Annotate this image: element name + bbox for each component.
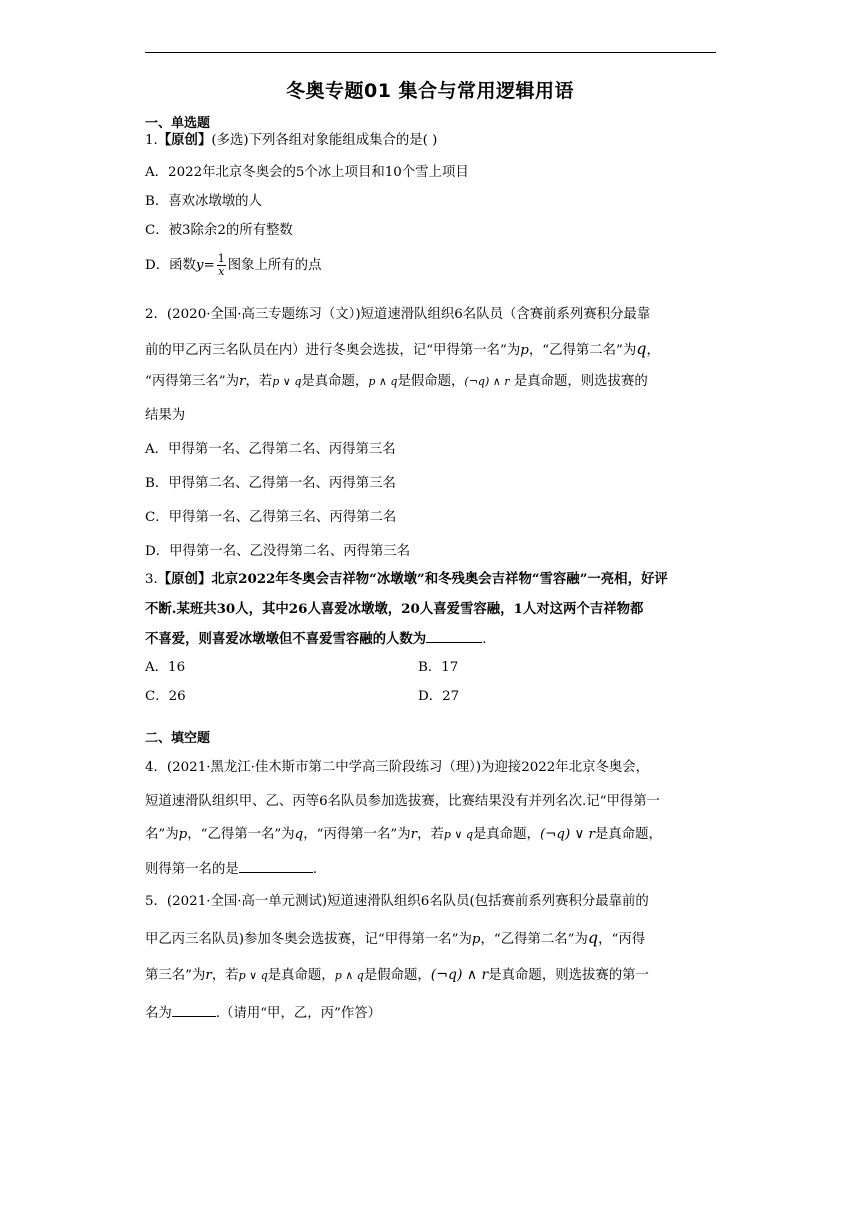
q3-option-c: C．26 <box>145 689 186 704</box>
q2-line-3: “丙得第三名”为r，若p ∨ q是真命题，p ∧ q是假命题，(¬q) ∧ r 是真命题，则选拔赛的 <box>145 374 648 389</box>
q5-line-2: 甲乙丙三名队员)参加冬奥会选拔赛，记“甲得第一名”为p，“乙得第二名”为q，“丙得 <box>145 928 646 947</box>
q2-option-d: D．甲得第一名、乙没得第二名、丙得第三名 <box>145 544 411 559</box>
q1-option-b: B．喜欢冰墩墩的人 <box>145 194 262 209</box>
q2-line-1: 2．(2020·全国·高三专题练习（文）)短道速滑队组织6名队员（含赛前系列赛积分最靠 <box>145 307 651 322</box>
page-title: 冬奥专题01 集合与常用逻辑用语 <box>285 80 575 102</box>
q3-option-b: B．17 <box>418 660 459 675</box>
q2-line-2: 前的甲乙丙三名队员在内）进行冬奥会选拔，记“甲得第一名”为p，“乙得第二名”为q， <box>145 339 660 358</box>
q3-line-3: 不喜爱，则喜爱冰墩墩但不喜爱雪容融的人数为 . <box>145 631 487 647</box>
q1-option-a: A．2022年北京冬奥会的5个冰上项目和10个雪上项目 <box>145 165 469 180</box>
q4-line-3: 名”为p，“乙得第一名”为q，“丙得第一名”为r，若p ∨ q是真命题，(¬q) ∨ r是真命题， <box>145 827 662 842</box>
q5-line-1: 5．(2021·全国·高一单元测试)短道速滑队组织6名队员(包括赛前系列赛积分最靠前的 <box>145 894 649 909</box>
q2-option-b: B．甲得第二名、乙得第一名、丙得第三名 <box>145 476 396 491</box>
section-single-choice: 一、单选题 <box>145 116 211 131</box>
header-rule <box>145 52 716 53</box>
q1-option-c: C．被3除余2的所有整数 <box>145 223 293 238</box>
q5-answer-blank[interactable] <box>172 1004 216 1017</box>
q2-option-a: A．甲得第一名、乙得第二名、丙得第三名 <box>145 442 396 457</box>
q3-line-2: 不断.某班共30人，其中26人喜爱冰墩墩，20人喜爱雪容融，1人对这两个吉祥物都 <box>145 601 644 617</box>
q4-line-2: 短道速滑队组织甲、乙、丙等6名队员参加选拔赛，比赛结果没有并列名次.记“甲得第一 <box>145 794 661 809</box>
q3-option-d: D．27 <box>418 689 460 704</box>
q1-option-d: D．函数y= $\frac{1}{x}$ 图象上所有的点 <box>145 252 322 278</box>
q5-line-4: 名为 .（请用“甲，乙，丙”作答） <box>145 1006 382 1021</box>
q1-stem: 1.【原创】(多选)下列各组对象能组成集合的是( ) <box>145 132 438 148</box>
q4-line-4: 则得第一名的是 . <box>145 862 317 877</box>
q4-line-1: 4．(2021·黑龙江·佳木斯市第二中学高三阶段练习（理）)为迎接2022年北京冬奥会， <box>145 760 650 775</box>
q1-fraction: $\frac{1}{x}$ <box>217 252 225 278</box>
q2-option-c: C．甲得第一名、乙得第三名、丙得第二名 <box>145 510 397 525</box>
section-fill-blank: 二、填空题 <box>145 731 211 746</box>
q2-line-4: 结果为 <box>145 408 186 423</box>
q3-answer-blank[interactable] <box>426 630 482 643</box>
q5-line-3: 第三名”为r，若p ∨ q是真命题，p ∧ q是假命题，(¬q) ∧ r是真命题，则选拔赛的第一 <box>145 967 649 983</box>
q4-answer-blank[interactable] <box>239 860 313 873</box>
q3-line-1: 3.【原创】北京2022年冬奥会吉祥物“冰墩墩”和冬残奥会吉祥物“雪容融”一亮相，好评 <box>145 571 668 587</box>
q3-option-a: A．16 <box>145 660 186 675</box>
